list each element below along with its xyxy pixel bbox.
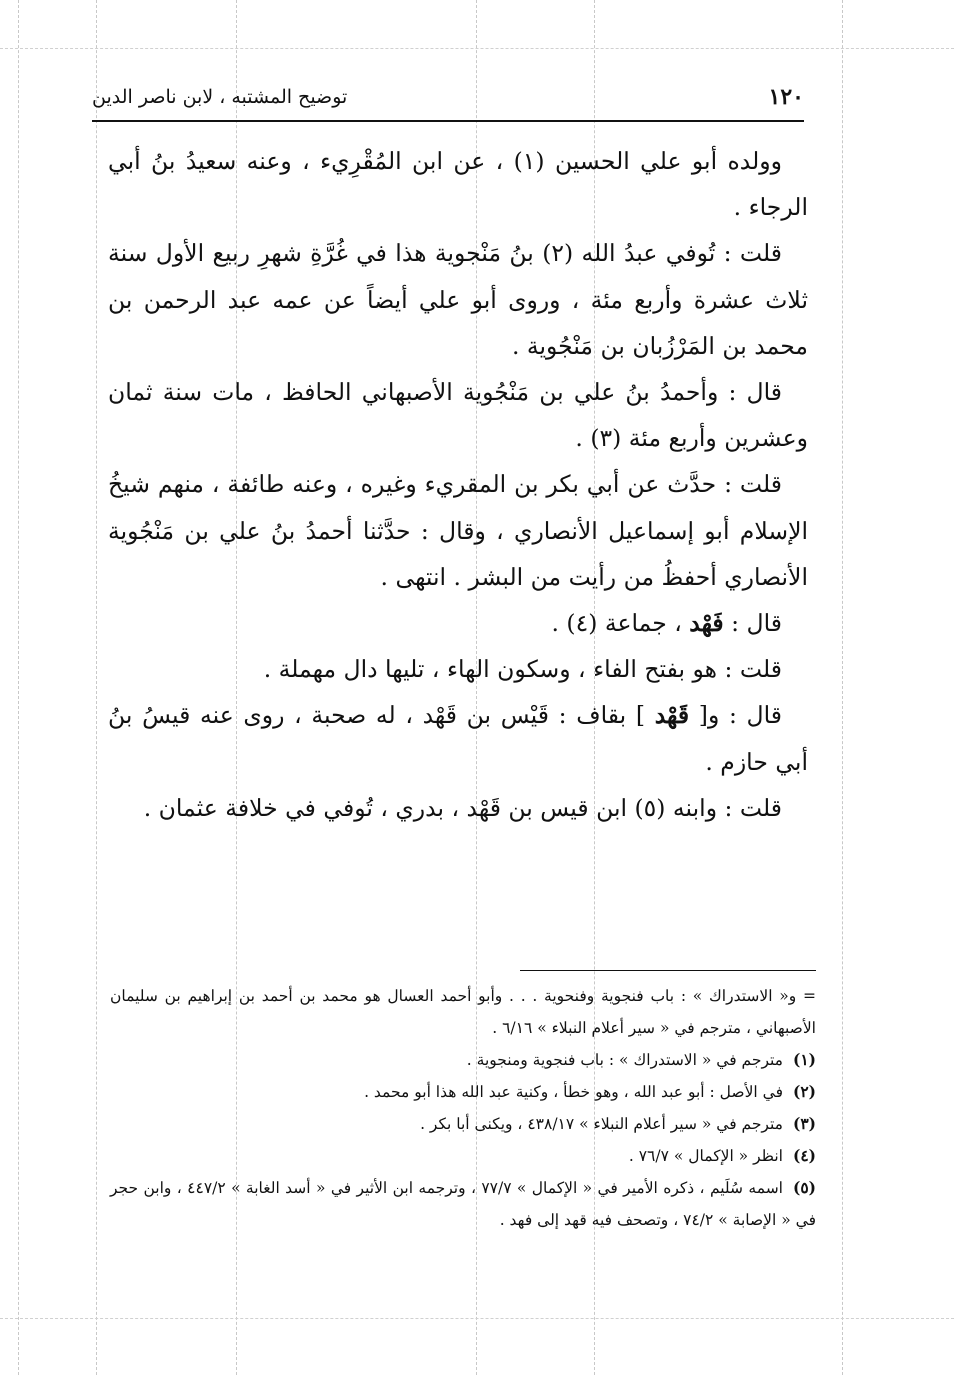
line-suffix: ، جماعة (٤) .: [551, 609, 690, 638]
headword-fahd: فَهْد: [689, 609, 724, 638]
footnote: [110, 1140, 816, 1172]
main-text: [108, 138, 808, 831]
scan-guide-line: [842, 0, 843, 1375]
footnote-text: مترجم في « سير أعلام النبلاء » ٤٣٨/١٧ ، ويكنى أبا بكر .: [420, 1115, 783, 1133]
footnote-number: (٤): [792, 1146, 816, 1165]
headword-qahd: قَهْد: [654, 701, 690, 730]
footnote: [110, 1076, 816, 1108]
line-prefix: قال : و[: [689, 701, 783, 730]
paragraph: وولده أبو علي الحسين (١) ، عن ابن المُقْرِيء ، وعنه سعيدُ بنُ أبي الرجاء .: [108, 147, 808, 222]
scan-guide-line: [96, 0, 97, 1375]
scan-guide-line: [18, 0, 19, 1375]
footnotes: [110, 980, 816, 1236]
paragraph: قلت : حدَّث عن أبي بكر بن المقريء وغيره ، وعنه طائفة ، منهم شيخُ الإسلام أبو إسماعيل الأنصاري ، وقال : حدَّثنا أحمدُ بنُ علي بن مَنْجُوية الأنصاري أحفظُ من رأيت من البشر . انتهى .: [108, 470, 808, 591]
footnote-number: (١): [792, 1050, 816, 1069]
footnote-text: في الأصل : أبو عبد الله ، وهو خطأ ، وكنية عبد الله هذا أبو محمد .: [364, 1083, 783, 1101]
footnote-continuation: = و« الاستدراك » : باب فنجوية وفنحوية . . . وأبو أحمد العسال هو محمد بن أحمد بن إبراهيم بن سليمان الأصبهاني ، مترجم في « سير أعلام النبلاء » ٦/١٦ .: [110, 987, 816, 1037]
footnote: [110, 1108, 816, 1140]
paragraph: قال : وأحمدُ بنُ علي بن مَنْجُوية الأصبهاني الحافظ ، مات سنة ثمان وعشرين وأربع مئة (٣) .: [108, 378, 808, 453]
scan-guide-line: [0, 48, 954, 49]
footnote-number: (٣): [792, 1114, 816, 1133]
footnote-text: مترجم في « الاستدراك » : باب فنجوية ومنجوية .: [466, 1051, 783, 1069]
page-header: [92, 78, 804, 122]
footnote-text: انظر « الإكمال » ٧٦/٧ .: [628, 1147, 783, 1165]
footnote-text: اسمه سُلَيم ، ذكره الأمير في « الإكمال » ٧٧/٧ ، وترجمه ابن الأثير في « أسد الغابة » ٤٤٧/٢ ، وابن حجر في « الإصابة » ٧٤/٢ ، وتصحف فيه قهد إلى فهد .: [110, 1179, 816, 1229]
footnote: [110, 1044, 816, 1076]
footnote-divider: [520, 970, 816, 971]
running-title: توضيح المشتبه ، لابن ناصر الدين: [92, 86, 348, 108]
scan-guide-line: [0, 1318, 954, 1319]
line-prefix: قال :: [723, 609, 782, 638]
footnote-number: (٢): [792, 1082, 816, 1101]
paragraph-fahd: [108, 600, 808, 646]
line-suffix: ] بقاف : قَيْس بن قَهْد ، له صحبة ، روى عنه قيسُ بنُ أبي حازم .: [108, 701, 808, 776]
paragraph: قلت : تُوفي عبدُ الله (٢) بنُ مَنْجوية هذا في غُرَّةِ شهرِ ربيع الأول سنة ثلاث عشرة وأربع مئة ، وروى أبو علي أيضاً عن عمه عبد الرحمن بن محمد بن المَرْزُبان بن مَنْجُوية .: [108, 239, 808, 360]
footnote: [110, 1172, 816, 1236]
paragraph-qahd: [108, 692, 808, 784]
paragraph: قلت : هو بفتح الفاء ، وسكون الهاء ، تليها دال مهملة .: [263, 655, 782, 684]
paragraph: قلت : وابنه (٥) ابن قيس بن قَهْد ، بدري ، تُوفي في خلافة عثمان .: [143, 793, 782, 822]
footnote-number: (٥): [793, 1178, 817, 1197]
page-number: ١٢٠: [768, 84, 804, 110]
